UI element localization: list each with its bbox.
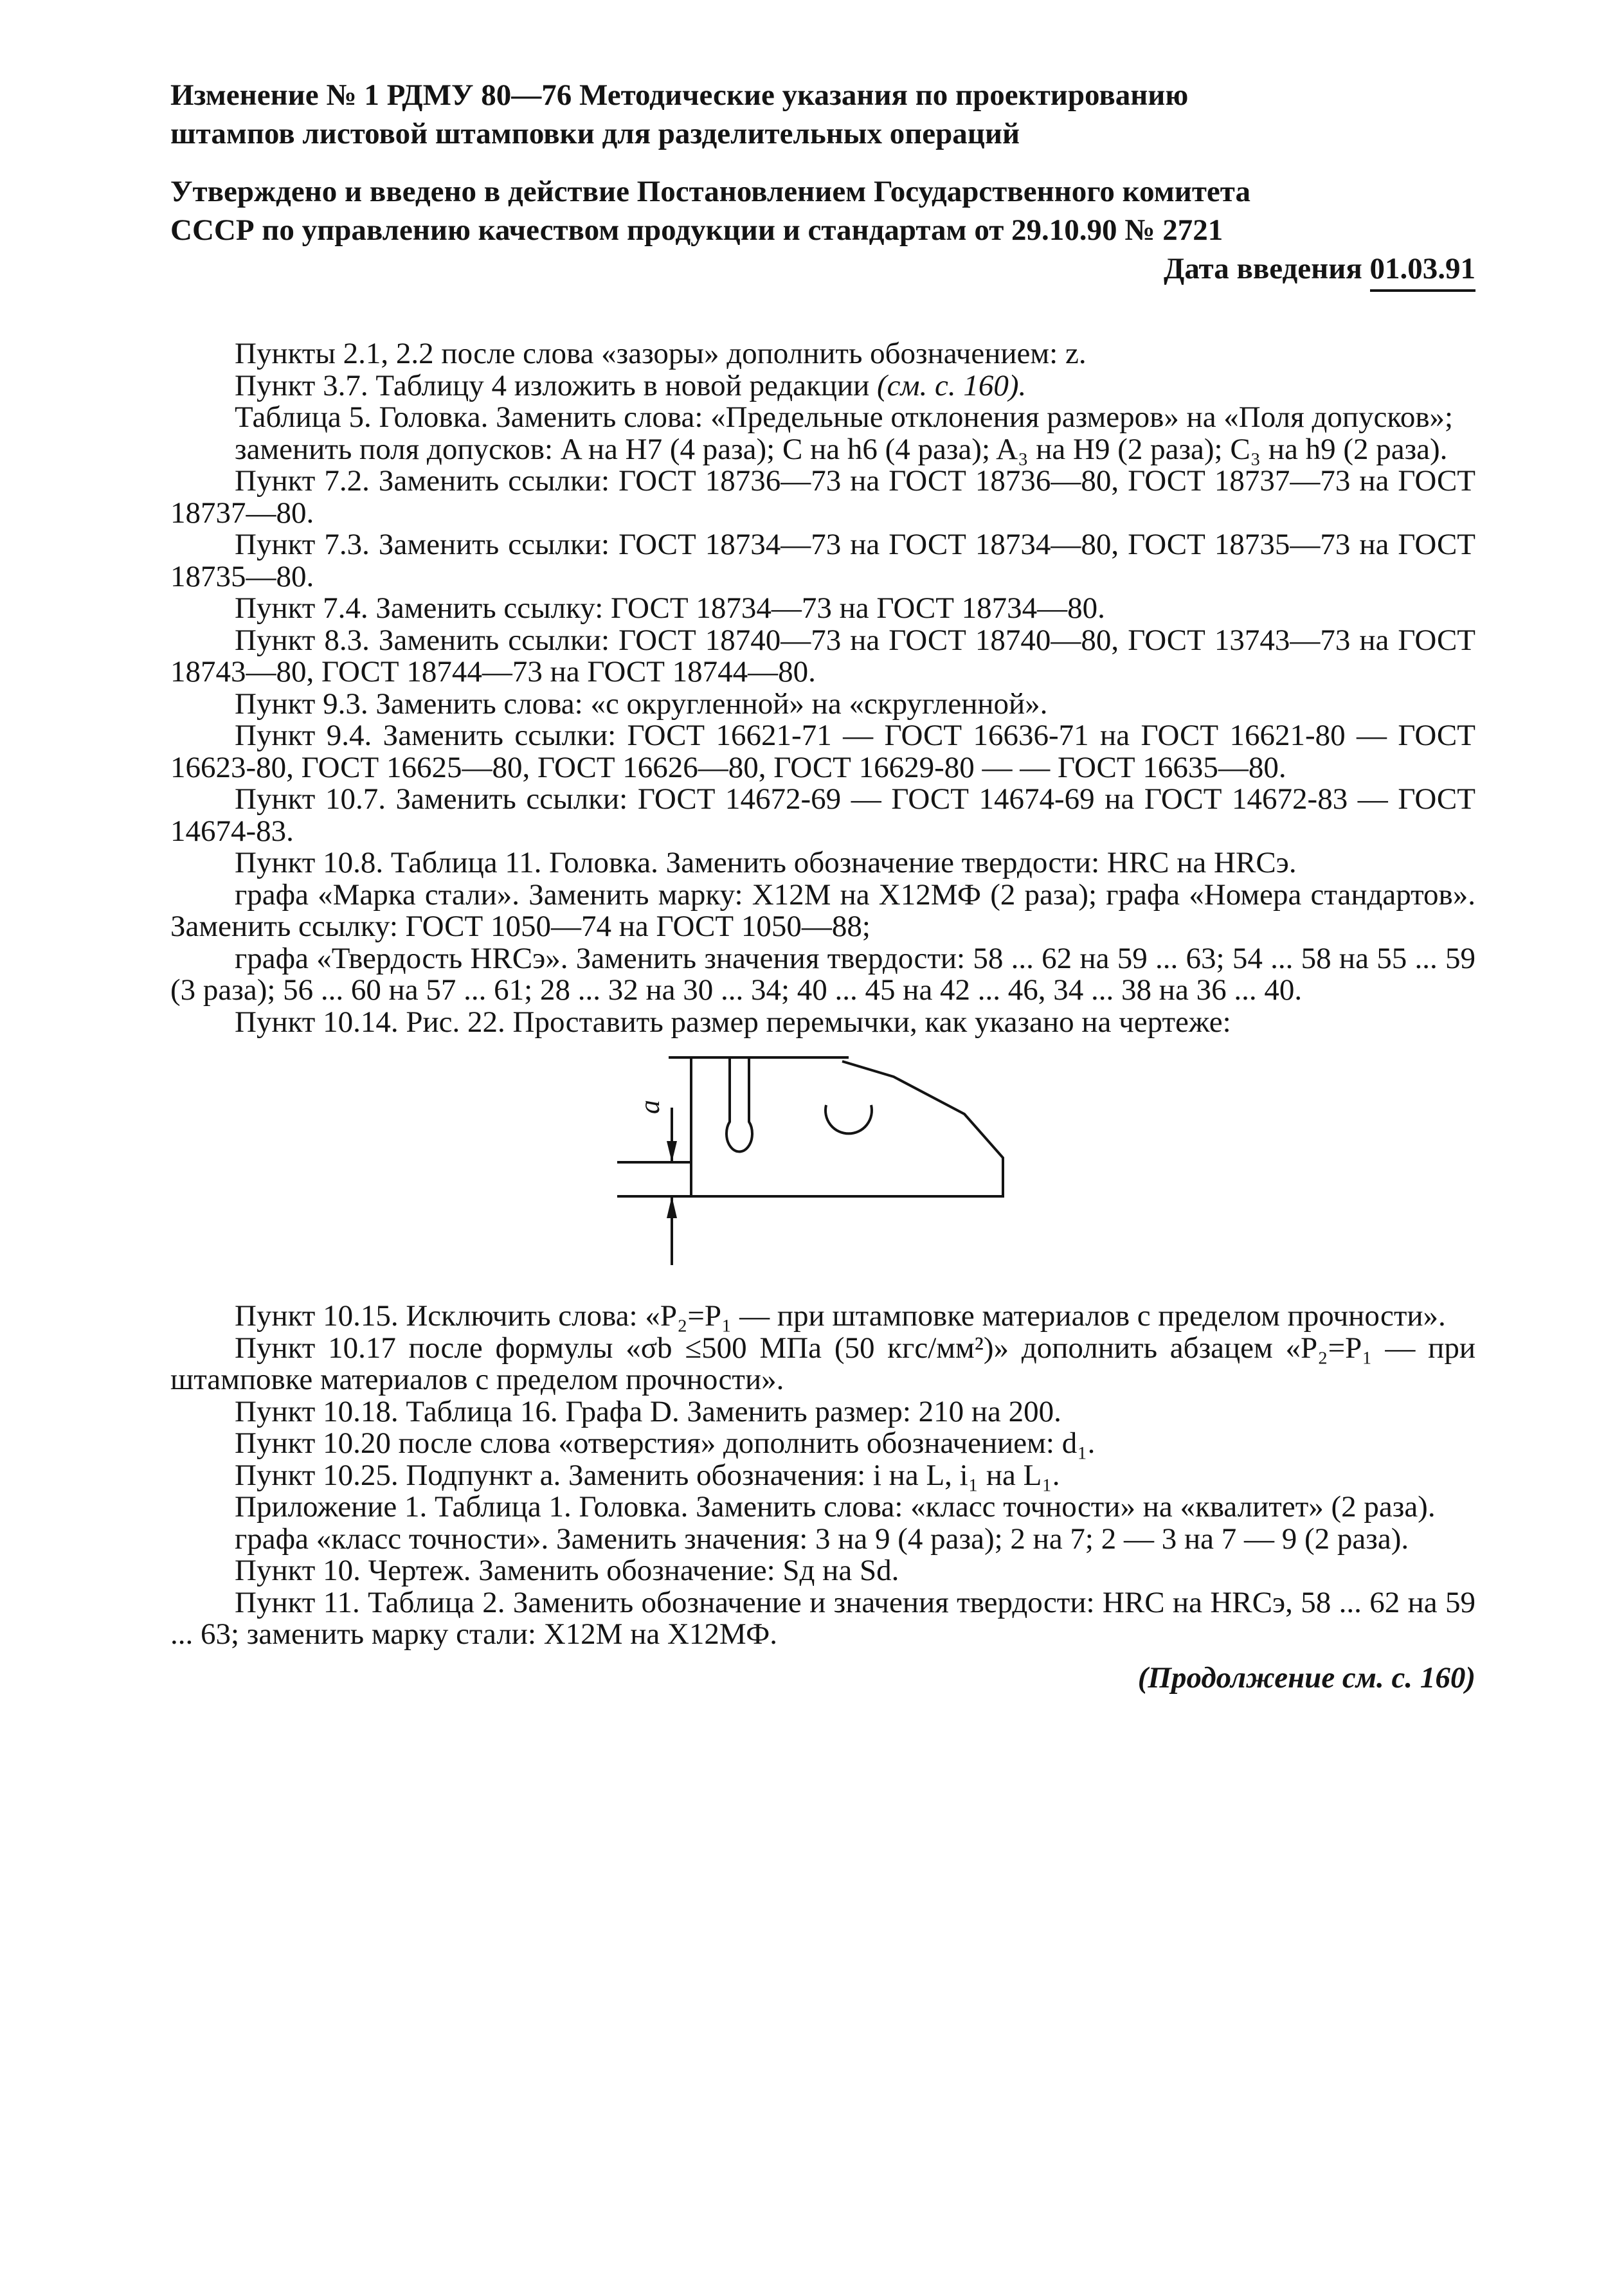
item-10-7: Пункт 10.7. Заменить ссылки: ГОСТ 14672-69 — ГОСТ 14674-69 на ГОСТ 14672-83 — ГОСТ 14674-83. xyxy=(170,782,1475,848)
document-page xyxy=(170,76,1475,1697)
item-10-8: Пункт 10.8. Таблица 11. Головка. Заменить обозначение твердости: HRC на HRCэ. xyxy=(235,846,1297,879)
item-10-15: Пункт 10.15. Исключить слова: «P₂=P₁ — при штамповке материалов с пределом прочности». xyxy=(235,1299,1446,1333)
approval-line-2: СССР по управлению качеством продукции и стандартам от 29.10.90 № 2721 xyxy=(170,213,1223,247)
effective-date xyxy=(170,249,1475,292)
item-steel-grade: графа «Марка стали». Заменить марку: Х12М на Х12МФ (2 раза); графа «Номера стандартов». Заменить ссылку: ГОСТ 1050—74 на ГОСТ 1050—88; xyxy=(170,877,1475,943)
page-ref: (см. с. 160). xyxy=(877,368,1027,402)
item-tolerance-fields: заменить поля допусков: A на H7 (4 раза); C на h6 (4 раза); A₃ на H9 (2 раза); C₃ на h9 (2 раза). xyxy=(235,432,1448,466)
change-title-line-1: Изменение № 1 РДМУ 80—76 Методические указания по проектированию xyxy=(170,78,1189,112)
item-7-4: Пункт 7.4. Заменить ссылку: ГОСТ 18734—73 на ГОСТ 18734—80. xyxy=(235,591,1105,625)
item-7-2: Пункт 7.2. Заменить ссылки: ГОСТ 18736—73 на ГОСТ 18736—80, ГОСТ 18737—73 на ГОСТ 18737—80. xyxy=(170,464,1475,530)
item-2-1: Пункты 2.1, 2.2 после слова «зазоры» дополнить обозначением: z. xyxy=(235,337,1087,370)
item-8-3: Пункт 8.3. Заменить ссылки: ГОСТ 18740—73 на ГОСТ 18740—80, ГОСТ 13743—73 на ГОСТ 18743—80, ГОСТ 18744—73 на ГОСТ 18744—80. xyxy=(170,623,1475,688)
slot-right xyxy=(826,1105,872,1133)
approval-line-1: Утверждено и введено в действие Постановлением Государственного комитета xyxy=(170,175,1250,208)
item-accuracy-class: графа «класс точности». Заменить значения: 3 на 9 (4 раза); 2 на 7; 2 — 3 на 7 — 9 (2 раза). xyxy=(235,1522,1409,1556)
item-9-4: Пункт 9.4. Заменить ссылки: ГОСТ 16621-71 — ГОСТ 16636-71 на ГОСТ 16621-80 — ГОСТ 16623-80, ГОСТ 16625—80, ГОСТ 16626—80, ГОСТ 16629-80 — — ГОСТ 16635—80. xyxy=(170,719,1475,784)
item-10-25: Пункт 10.25. Подпункт a. Заменить обозначения: i на L, i₁ на L₁. xyxy=(235,1458,1060,1492)
die-outline xyxy=(691,1057,1003,1196)
item-11: Пункт 11. Таблица 2. Заменить обозначение и значения твердости: HRC на HRCэ, 58 ... 62 на 59 ... 63; заменить марку стали: Х12М на Х12МФ. xyxy=(170,1585,1475,1651)
effective-date-value: 01.03.91 xyxy=(1370,249,1476,292)
slot-left xyxy=(726,1057,752,1152)
item-10-14: Пункт 10.14. Рис. 22. Проставить размер перемычки, как указано на чертеже: xyxy=(235,1005,1231,1039)
dimension-arrow-down xyxy=(667,1141,677,1162)
item-10-drawing: Пункт 10. Чертеж. Заменить обозначение: Sд на Sd. xyxy=(235,1554,899,1587)
dimension-label-a: a xyxy=(634,1100,665,1114)
change-title-line-2: штампов листовой штамповки для разделительных операций xyxy=(170,117,1020,150)
item-table-5: Таблица 5. Головка. Заменить слова: «Предельные отклонения размеров» на «Поля допусков»; xyxy=(235,400,1454,434)
item-10-20: Пункт 10.20 после слова «отверстия» дополнить обозначением: d₁. xyxy=(235,1426,1096,1460)
item-10-18: Пункт 10.18. Таблица 16. Графа D. Заменить размер: 210 на 200. xyxy=(235,1394,1061,1428)
item-9-3: Пункт 9.3. Заменить слова: «с округленной» на «скругленной». xyxy=(235,687,1048,721)
item-3-7: Пункт 3.7. Таблицу 4 изложить в новой редакции (см. с. 160). xyxy=(235,368,1027,402)
effective-date-label: Дата введения xyxy=(1163,252,1362,285)
bridge-dimension-drawing xyxy=(579,1050,1067,1281)
item-7-3: Пункт 7.3. Заменить ссылки: ГОСТ 18734—73 на ГОСТ 18734—80, ГОСТ 18735—73 на ГОСТ 18735—80. xyxy=(170,528,1475,593)
dimension-arrow-up xyxy=(667,1196,677,1218)
continuation-note: (Продолжение см. с. 160) xyxy=(1137,1660,1475,1695)
appendix-1-table-1: Приложение 1. Таблица 1. Головка. Заменить слова: «класс точности» на «квалитет» (2 раза). xyxy=(235,1490,1436,1524)
item-hardness: графа «Твердость HRCэ». Заменить значения твердости: 58 ... 62 на 59 ... 63; 54 ... 58 на 55 ... 59 (3 раза); 56 ... 60 на 57 ... 61; 28 ... 32 на 30 ... 34; 40 ... 45 на 42 ... 46, 34 ... 38 на 36 ... 40. xyxy=(170,941,1475,1007)
amendment-body xyxy=(170,338,1475,1651)
item-10-17: Пункт 10.17 после формулы «σb ≤500 МПа (50 кгс/мм²)» дополнить абзацем «P₂=P₁ — при штамповке материалов с пределом прочности». xyxy=(170,1331,1475,1396)
